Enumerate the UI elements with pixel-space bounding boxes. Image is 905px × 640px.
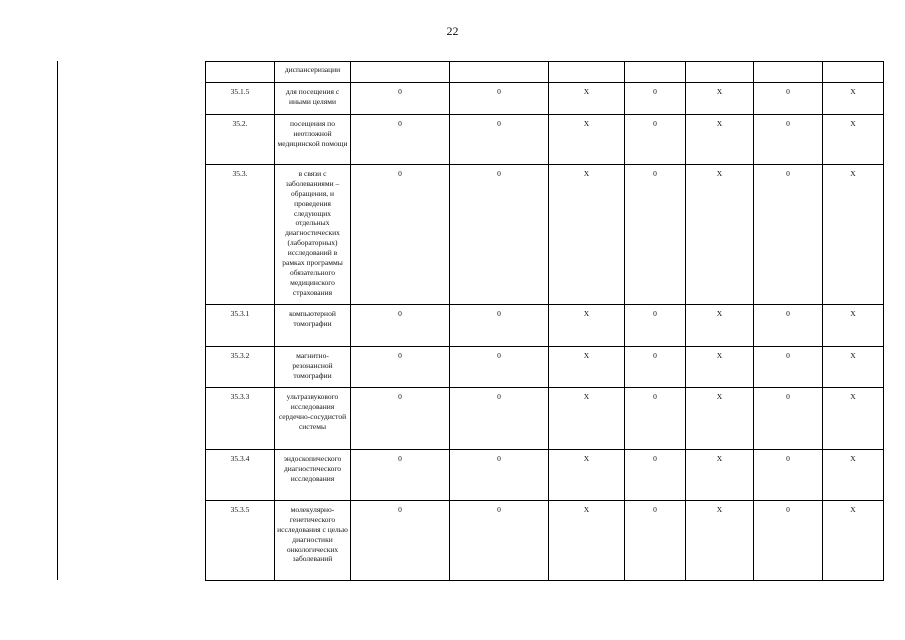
value-cell: X: [823, 305, 884, 347]
value-cell: 0: [450, 165, 549, 305]
value-cell: 0: [754, 388, 823, 450]
table-row: [206, 450, 884, 501]
value-cell: X: [549, 388, 625, 450]
value-cell: 0: [754, 115, 823, 165]
row-code: 35.2.: [206, 115, 275, 165]
page-number: 22: [446, 24, 459, 38]
value-cell: [625, 62, 686, 83]
value-cell: 0: [351, 83, 450, 115]
row-name: для посещения с иными целями: [275, 83, 351, 115]
value-cell: X: [686, 115, 754, 165]
table-row: [206, 388, 884, 450]
row-code: 35.3.: [206, 165, 275, 305]
value-cell: 0: [351, 347, 450, 388]
value-cell: 0: [625, 165, 686, 305]
data-table: [205, 61, 884, 581]
value-cell: 0: [450, 450, 549, 501]
table-row: [206, 501, 884, 581]
row-code: 35.3.2: [206, 347, 275, 388]
value-cell: [754, 62, 823, 83]
value-cell: X: [823, 450, 884, 501]
value-cell: X: [549, 83, 625, 115]
value-cell: 0: [754, 450, 823, 501]
row-name: эндоскопического диагностического исследования: [275, 450, 351, 501]
row-code: 35.3.5: [206, 501, 275, 581]
value-cell: [549, 62, 625, 83]
value-cell: [450, 62, 549, 83]
value-cell: X: [823, 83, 884, 115]
row-code: 35.3.3: [206, 388, 275, 450]
value-cell: 0: [450, 388, 549, 450]
value-cell: 0: [625, 388, 686, 450]
value-cell: 0: [351, 450, 450, 501]
value-cell: [686, 62, 754, 83]
value-cell: 0: [351, 305, 450, 347]
value-cell: 0: [625, 501, 686, 581]
value-cell: X: [823, 165, 884, 305]
value-cell: 0: [351, 115, 450, 165]
row-name: магнитно-резонансной томографии: [275, 347, 351, 388]
row-code: [206, 62, 275, 83]
value-cell: X: [686, 450, 754, 501]
row-code: 35.3.4: [206, 450, 275, 501]
value-cell: 0: [450, 83, 549, 115]
value-cell: X: [686, 388, 754, 450]
value-cell: 0: [754, 347, 823, 388]
value-cell: 0: [450, 347, 549, 388]
value-cell: X: [823, 388, 884, 450]
row-name: посещения по неотложной медицинской помощи: [275, 115, 351, 165]
row-name: компьютерной томографии: [275, 305, 351, 347]
value-cell: 0: [625, 83, 686, 115]
row-name: молекулярно-генетического исследования с целью диагностики онкологических заболеваний: [275, 501, 351, 581]
value-cell: X: [549, 347, 625, 388]
row-code: 35.3.1: [206, 305, 275, 347]
value-cell: 0: [754, 305, 823, 347]
table-left-border: [57, 61, 58, 580]
value-cell: X: [686, 83, 754, 115]
value-cell: 0: [625, 305, 686, 347]
table-row: [206, 83, 884, 115]
value-cell: 0: [351, 501, 450, 581]
value-cell: [823, 62, 884, 83]
value-cell: X: [549, 450, 625, 501]
row-code: 35.1.5: [206, 83, 275, 115]
value-cell: 0: [450, 305, 549, 347]
value-cell: X: [686, 347, 754, 388]
value-cell: 0: [450, 115, 549, 165]
value-cell: X: [686, 305, 754, 347]
value-cell: X: [549, 305, 625, 347]
value-cell: X: [549, 165, 625, 305]
value-cell: X: [823, 501, 884, 581]
value-cell: 0: [351, 388, 450, 450]
table-row: [206, 347, 884, 388]
table-row: [206, 305, 884, 347]
row-name: диспансеризации: [275, 62, 351, 83]
row-name: в связи с заболеваниями – обращения, и проведения следующих отдельных диагностических (лабораторных) исследований в рамках программы обязательного медицинского страхования: [275, 165, 351, 305]
value-cell: [351, 62, 450, 83]
value-cell: 0: [625, 115, 686, 165]
table-row: [206, 62, 884, 83]
value-cell: X: [823, 115, 884, 165]
value-cell: X: [549, 115, 625, 165]
value-cell: 0: [351, 165, 450, 305]
table-row: [206, 165, 884, 305]
value-cell: 0: [625, 450, 686, 501]
value-cell: X: [686, 501, 754, 581]
value-cell: 0: [754, 501, 823, 581]
value-cell: 0: [754, 83, 823, 115]
value-cell: 0: [754, 165, 823, 305]
value-cell: X: [823, 347, 884, 388]
value-cell: X: [686, 165, 754, 305]
row-name: ультразвукового исследования сердечно-сосудистой системы: [275, 388, 351, 450]
value-cell: 0: [625, 347, 686, 388]
table-row: [206, 115, 884, 165]
value-cell: X: [549, 501, 625, 581]
value-cell: 0: [450, 501, 549, 581]
